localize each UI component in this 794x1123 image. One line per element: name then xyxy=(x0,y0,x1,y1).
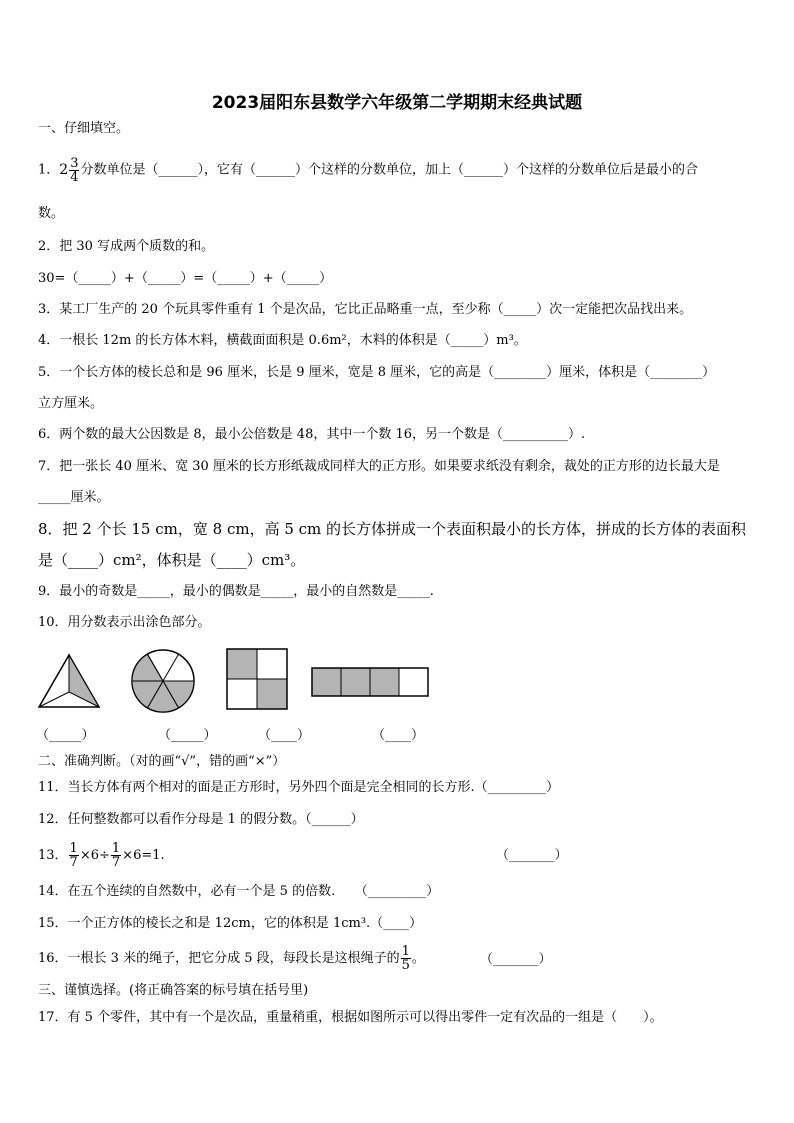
circle-figure xyxy=(130,648,196,714)
question-10: 10．用分数表示出涂色部分。 xyxy=(38,615,211,630)
fraction-denominator: 4 xyxy=(70,169,79,185)
question-5-continuation: 立方厘米。 xyxy=(38,396,104,411)
operator-text: ×6÷ xyxy=(79,848,110,863)
fraction xyxy=(401,945,411,972)
answer-blank-3[interactable]: （____） xyxy=(258,728,311,743)
fraction-numerator: 1 xyxy=(111,841,121,856)
question-9: 9．最小的奇数是_____，最小的偶数是_____，最小的自然数是_____. xyxy=(38,584,434,599)
section-2-heading: 二、准确判断。（对的画“√”，错的画“×”） xyxy=(38,754,286,769)
question-3: 3．某工厂生产的 20 个玩具零件重有 1 个是次品，它比正品略重一点，至少称（_____）次一定能把次品找出来。 xyxy=(38,302,693,317)
section-3-heading: 三、谨慎选择。(将正确答案的标号填在括号里) xyxy=(38,983,309,998)
page-title: 2023届阳东县数学六年级第二学期期末经典试题 xyxy=(211,93,583,113)
question-13-number: 13． xyxy=(38,848,68,863)
question-5: 5．一个长方体的棱长总和是 96 厘米，长是 9 厘米，宽是 8 厘米，它的高是（________）厘米，体积是（________） xyxy=(38,365,716,380)
question-14: 14．在五个连续的自然数中，必有一个是 5 的倍数. （_________） xyxy=(38,884,440,899)
fraction-denominator: 7 xyxy=(111,855,121,870)
question-1-continuation: 数。 xyxy=(38,206,65,221)
question-16-text: 16．一根长 3 米的绳子，把它分成 5 段，每段长是这根绳子的 xyxy=(38,951,400,966)
equation-end: ×6=1. xyxy=(122,848,165,863)
question-2: 2．把 30 写成两个质数的和。 xyxy=(38,239,215,254)
fraction-denominator: 7 xyxy=(69,855,78,870)
question-8: 8．把 2 个长 15 cm，宽 8 cm，高 5 cm 的长方体拼成一个表面积最小的长方体，拼成的长方体的表面积 xyxy=(38,520,747,538)
question-4: 4．一根长 12m 的长方体木料，横截面面积是 0.6m²，木料的体积是（_____）m³。 xyxy=(38,333,527,348)
strip-figure xyxy=(310,666,430,698)
fraction-numerator: 1 xyxy=(401,944,410,959)
fraction xyxy=(111,842,121,869)
fraction xyxy=(69,842,79,869)
question-1-number: 1． xyxy=(38,162,60,178)
mixed-number-whole: 2 xyxy=(59,162,69,178)
square-figure xyxy=(226,648,288,710)
question-12: 12．任何整数都可以看作分母是 1 的假分数。（______） xyxy=(38,812,364,827)
question-13 xyxy=(38,838,165,874)
question-16 xyxy=(38,941,425,977)
question-16-end: 。 xyxy=(411,951,425,966)
question-1-text: 分数单位是（______），它有（______）个这样的分数单位，加上（______）个这样的分数单位后是最小的合 xyxy=(80,162,698,178)
fraction-denominator: 5 xyxy=(401,958,410,973)
answer-blank-1[interactable]: （_____） xyxy=(36,728,95,743)
question-15: 15．一个正方体的棱长之和是 12cm，它的体积是 1cm³.（____） xyxy=(38,916,423,931)
question-1 xyxy=(38,152,698,188)
fraction xyxy=(69,157,79,184)
question-7: 7．把一张长 40 厘米、宽 30 厘米的长方形纸裁成同样大的正方形。如果要求纸没有剩余，裁处的正方形的边长最大是 xyxy=(38,459,720,474)
fraction-numerator: 1 xyxy=(69,841,78,856)
question-2-equation: 30=（_____）+（_____）=（_____）+（_____） xyxy=(38,271,333,286)
fraction-numerator: 3 xyxy=(70,155,79,171)
answer-blank-4[interactable]: （____） xyxy=(372,728,425,743)
answer-blank-16[interactable]: （_______） xyxy=(480,952,552,967)
section-1-heading: 一、仔细填空。 xyxy=(38,121,130,136)
question-6: 6．两个数的最大公因数是 8，最小公倍数是 48，其中一个数 16，另一个数是（__________）. xyxy=(38,427,586,442)
question-7-continuation: _____厘米。 xyxy=(38,490,110,505)
answer-blank-2[interactable]: （_____） xyxy=(158,728,217,743)
answer-blank-13[interactable]: （_______） xyxy=(496,848,568,863)
question-11: 11．当长方体有两个相对的面是正方形时，另外四个面是完全相同的长方形.（_________） xyxy=(38,780,560,795)
question-8-continuation: 是（____）cm²，体积是（____）cm³。 xyxy=(38,551,306,569)
question-17: 17．有 5 个零件，其中有一个是次品，重量稍重，根据如图所示可以得出零件一定有次品的一组是（ ）。 xyxy=(38,1010,663,1025)
triangle-figure xyxy=(36,652,102,710)
